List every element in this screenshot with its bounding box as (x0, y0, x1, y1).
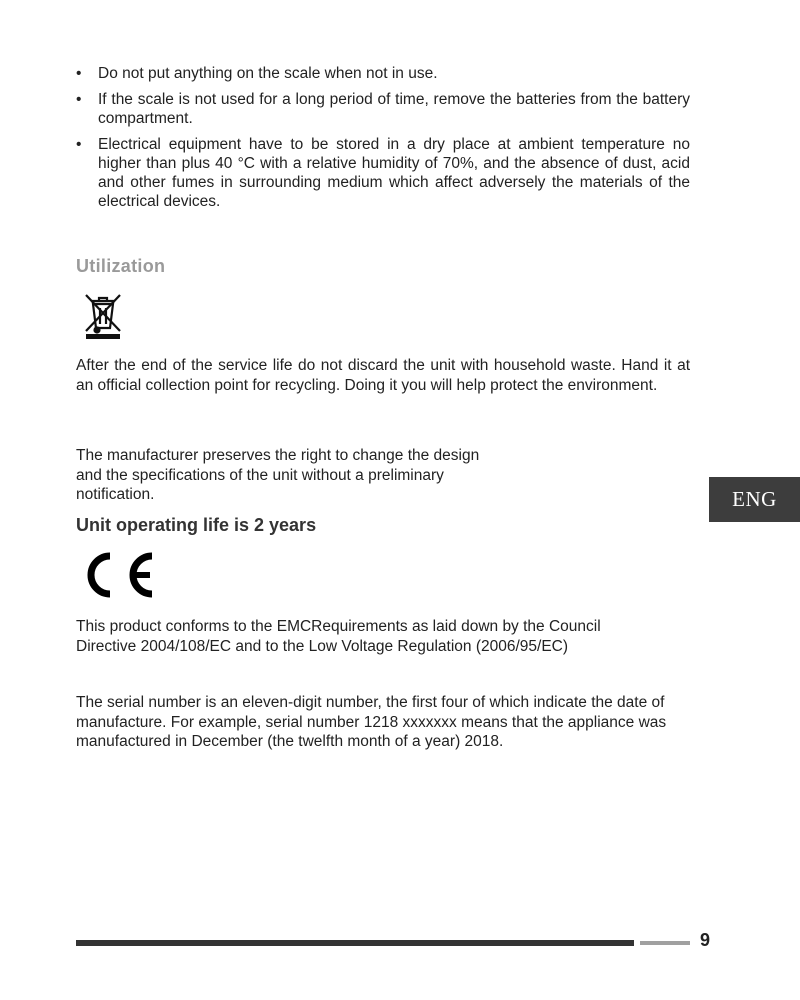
storage-bullet-list (76, 64, 690, 218)
page-number: 9 (700, 930, 711, 950)
ce-mark-icon (74, 550, 158, 600)
footer-rule-accent (640, 941, 690, 945)
operating-life-heading: Unit operating life is 2 years (76, 515, 317, 535)
utilization-heading: Utilization (76, 256, 166, 276)
language-tab: ENG (709, 477, 800, 522)
footer-rule (76, 940, 634, 946)
serial-number-text: The serial number is an eleven-digit number, the first four of which indicate the date of manufacture. For example, serial number 1218 xxxxxxx means that the appliance was manufactured in December (the twelfth month of a year) 2018. (76, 694, 667, 750)
bullet-item: • Electrical equipment have to be stored in a dry place at ambient temperature no higher than plus 40 °C with a relative humidity of 70%, and the absence of dust, acid and other fumes in surrounding medium which affect adversely the materials of the electrical devices. (76, 135, 690, 211)
conformity-text: This product conforms to the EMCRequirements as laid down by the Council Directive 2004/108/EC and to the Low Voltage Regulation (2006/95/EC) (76, 618, 601, 655)
crossed-out-wheelie-bin-icon (80, 290, 126, 340)
bullet-item: • If the scale is not used for a long period of time, remove the batteries from the battery compartment. (76, 90, 690, 128)
manufacturer-note: The manufacturer preserves the right to change the design and the specifications of the unit without a preliminary notification. (76, 447, 480, 503)
utilization-text: After the end of the service life do not discard the unit with household waste. Hand it at an official collection point for recycling. Doing it you will help protect the environment. (76, 357, 690, 394)
bullet-item: • Do not put anything on the scale when not in use. (76, 64, 690, 83)
